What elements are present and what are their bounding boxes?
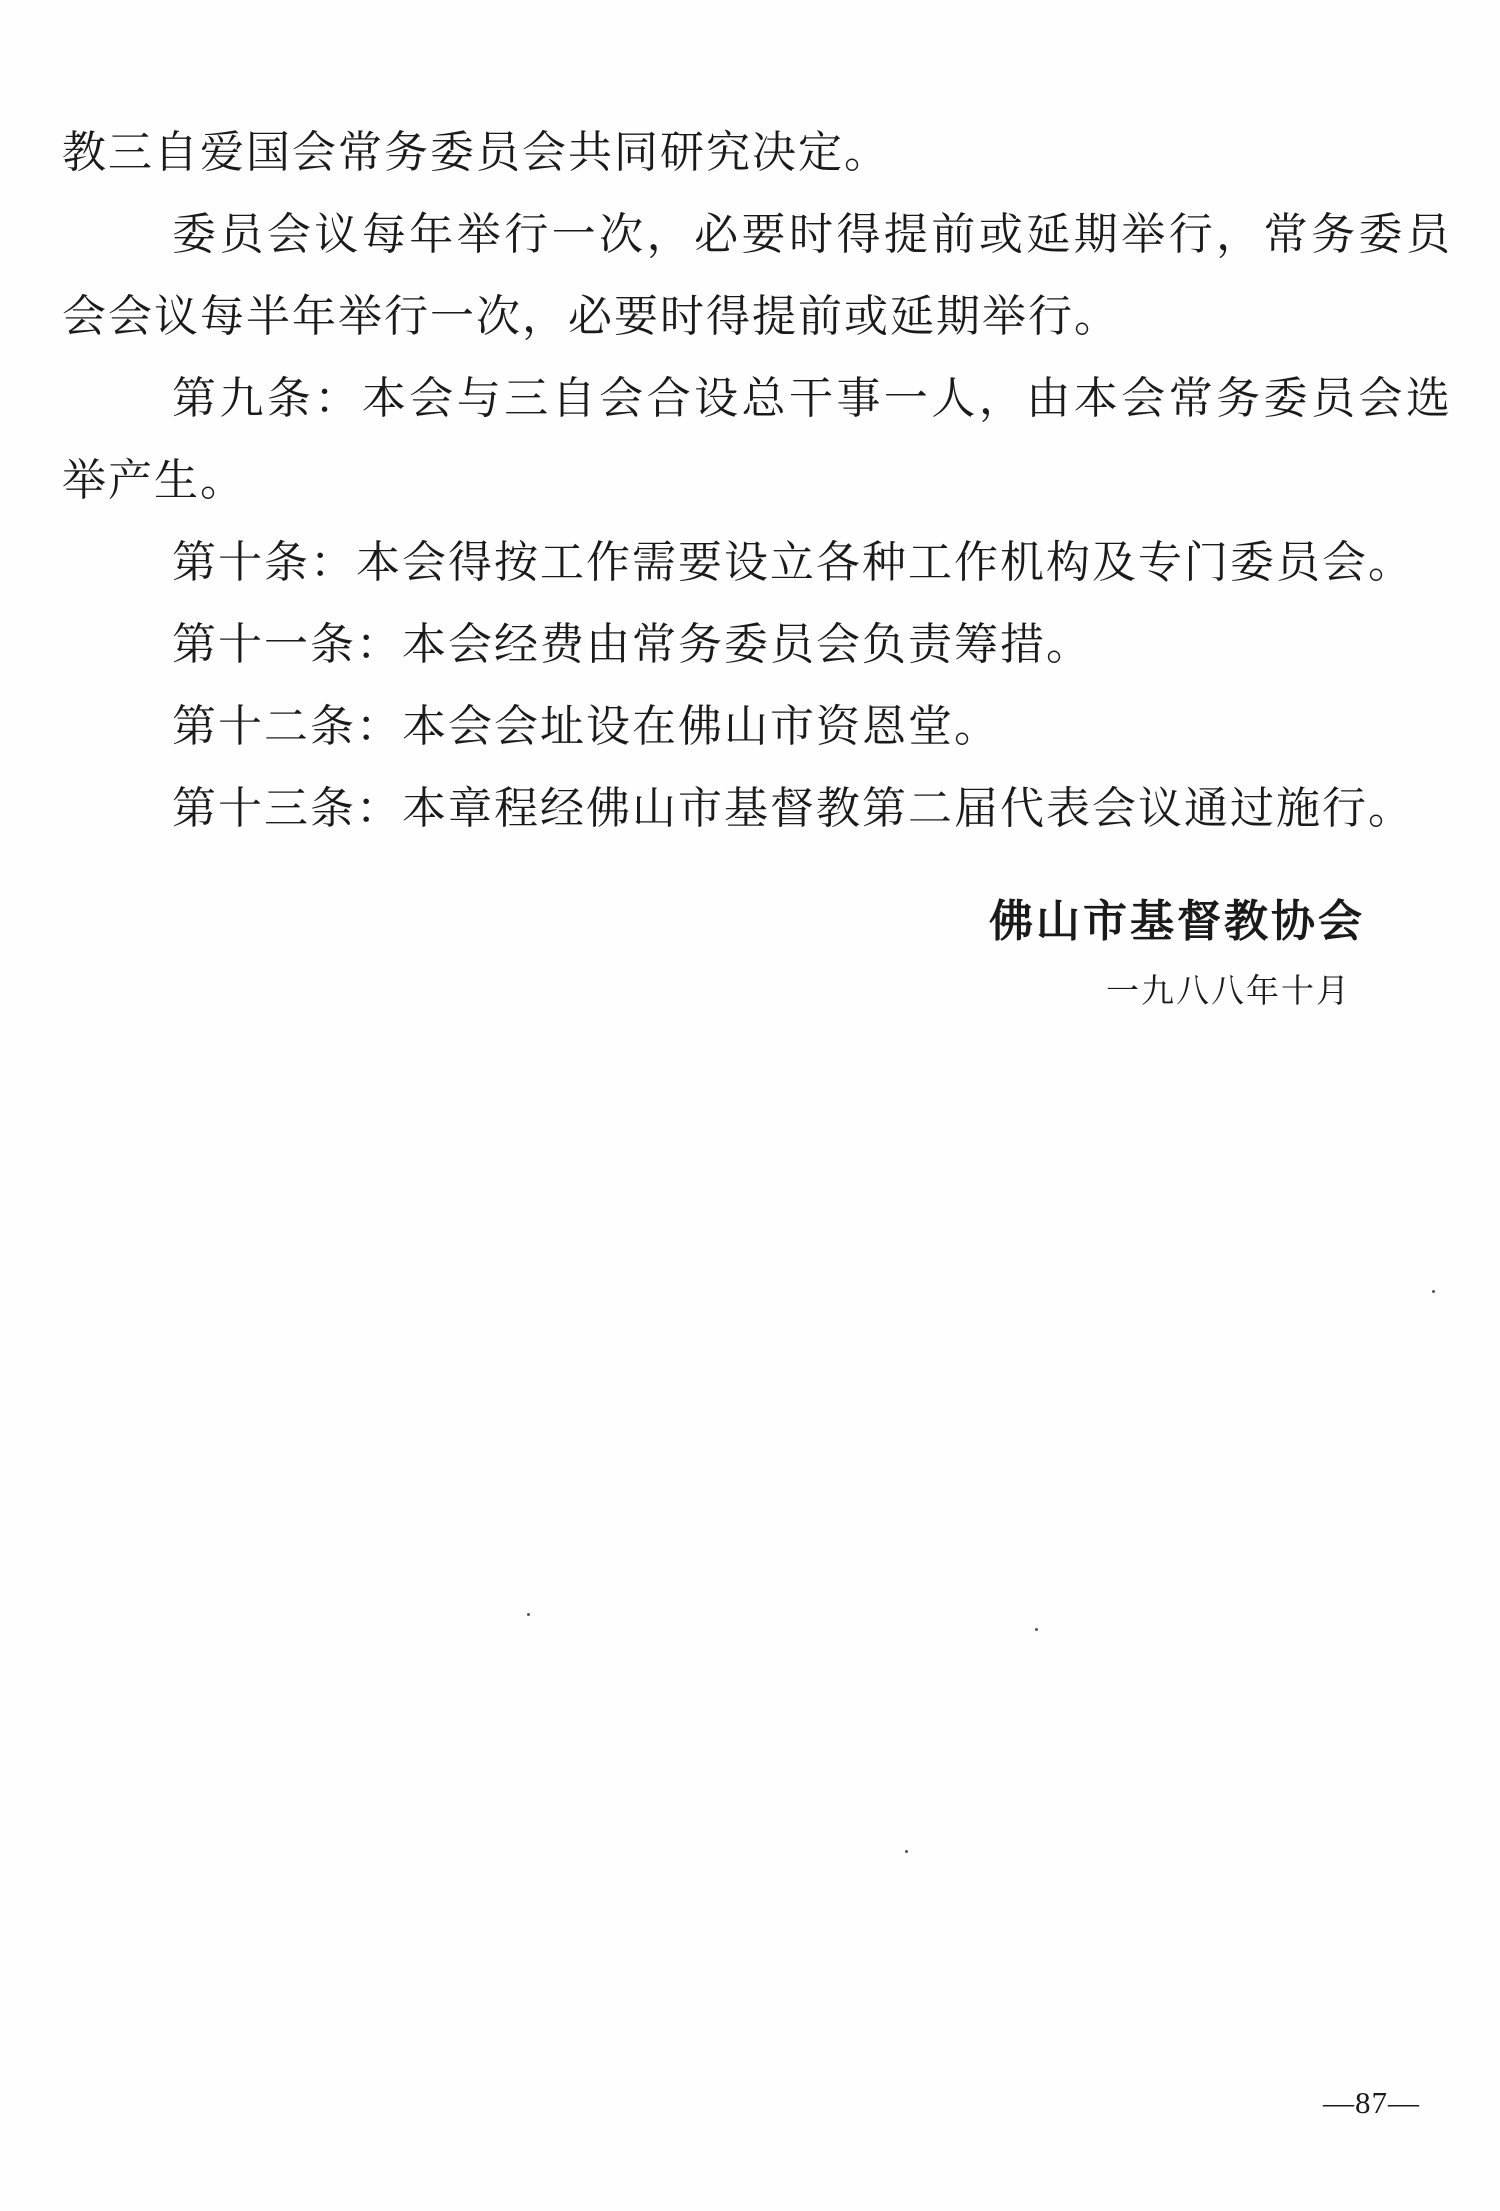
article-12-line: 第十二条：本会会址设在佛山市资恩堂。: [172, 701, 1000, 752]
document-body: [62, 112, 1452, 850]
scan-speck: [527, 1613, 530, 1616]
scan-speck: [905, 1850, 908, 1853]
text-line: 教三自爱国会常务委员会共同研究决定。: [62, 127, 890, 178]
organization-name: 佛山市基督教协会: [989, 896, 1365, 947]
text-line: 会会议每半年举行一次，必要时得提前或延期举行。: [62, 291, 1120, 342]
signature-date: 一九八八年十月: [1106, 971, 1351, 1010]
article-9-line: 第九条：本会与三自会合设总干事一人，由本会常务委员会选: [172, 373, 1452, 424]
page-number: —87—: [1323, 2085, 1420, 2120]
article-10-line: 第十条：本会得按工作需要设立各种工作机构及专门委员会。: [172, 537, 1414, 588]
text-line: 委员会议每年举行一次，必要时得提前或延期举行，常务委员: [172, 209, 1452, 260]
signature-block: [989, 890, 1365, 1016]
scan-speck: [1432, 1290, 1435, 1293]
text-line: 举产生。: [62, 455, 246, 506]
scan-speck: [1035, 1628, 1038, 1631]
article-11-line: 第十一条：本会经费由常务委员会负责筹措。: [172, 619, 1092, 670]
article-13-line: 第十三条：本章程经佛山市基督教第二届代表会议通过施行。: [172, 783, 1414, 834]
